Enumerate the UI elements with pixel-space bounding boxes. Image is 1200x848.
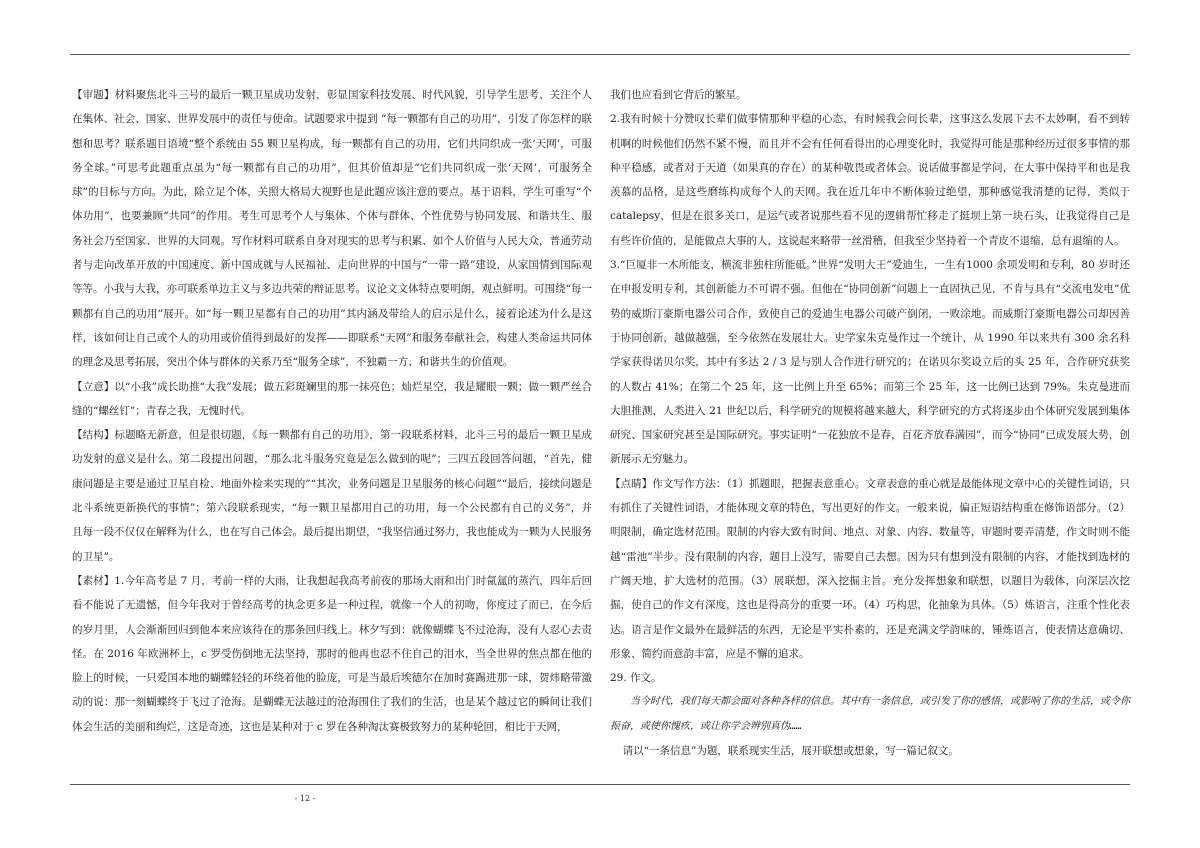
left-column [72, 83, 592, 739]
dianjing-tag: 【点睛】 [610, 477, 653, 490]
question-29-prompt: 当今时代，我们每天都会面对各种各样的信息。其中有一条信息，或引发了你的感悟，或影响了你的生活，或令你振奋，或使你愧疚，或让你学会辨别真伪…… [610, 696, 1130, 732]
sucai-paragraph [72, 569, 592, 739]
footer-rule [70, 784, 1130, 785]
sucai-tag: 【素材】 [72, 574, 115, 587]
continuation-paragraph: 我们也应看到它背后的繁星。 [610, 89, 747, 101]
dianjing-paragraph [610, 472, 1130, 666]
liyi-tag: 【立意】 [72, 380, 115, 393]
shenti-text: 材料聚焦北斗三号的最后一颗卫星成功发射，彰显国家科技发展、时代风貌，引导学生思考、关注个人在集体、社会、国家、世界发展中的责任与使命。试题要求中提到 “每一颗都有自己的功用”，引发了你怎样的联想和思考？联系题目语境“整个系统由 55 颗卫星构成，每一颗都有自己的功用，它们共同织成一张‘天网’，可服务全球。”可思考此题重点虽为“每一颗都有自己的功用”，但其价值却是“它们共同织成一张‘天网’，可服务全球”的目标与方向。为此，除立足个体，关照大格局大视野也是此题应该注意的要点。基于语料，学生可重写“个体功用”，也要兼顾“共同”的作用。考生可思考个人与集体、个体与群体、个性优势与协同发展、和谐共生、服务社会乃至国家、世界的大同观。写作材料可联系自身对现实的思考与积累、如个人价值与人民大众，普通劳动者与走向改革开放的中国速度、新中国成就与人民福祉、走向世界的中国与“一带一路”建设，从家国情到国际观等等。小我与大我，亦可联系单边主义与多边共荣的辩证思考。议论文文体特点要明朗，观点鲜明。可围绕“每一颗都有自己的功用”展开。如“每一颗卫星都有自己的功用”其内涵及带给人的启示是什么，接着论述为什么是这样，该如何让自己或个人的功用或价值得到最好的发挥——即联系“天网”和服务奉献社会，构建人类命运共同体的理念及思考拓展，突出个体与群体的关系乃至“服务全球”，不独霸一方、和谐共生的价值观。 [72, 89, 593, 369]
header-rule [70, 54, 1130, 55]
jiegou-paragraph [72, 423, 592, 569]
question-29-task: 请以“一条信息”为题，联系现实生活，展开联想或想象，写一篇记叙文。 [622, 745, 959, 758]
question-29-label: 29. 作文。 [610, 672, 662, 685]
dianjing-text: 作文写作方法：（1）抓题眼，把握表意重心。文章表意的重心就是最能体现文章中心的关键性词语，只有抓住了关键性词语，才能体现文章的特色，写出更好的作文。一般来说，偏正短语结构重在修饰语部分。（2）明限制，确定选材范围。限制的内容大致有时间、地点、对象、内容、数量等，审题时要弄清楚，作文时则不能越“雷池”半步。没有限制的内容，题目上没写，需要自己去想。因为只有想到没有限制的内容，才能找到选材的广阔天地，扩大选材的范围。（3）展联想，深入挖掘主旨。充分发挥想象和联想，以题目为载体，向深层次挖掘，使自己的作文有深度，这也是得高分的重要一环。（4）巧构思，化抽象为具体。（5）炼语言，注重个性化表达。语言是作文最外在最鲜活的东西，无论是平实朴素的，还是充满文学韵味的，锤炼语言，使表情达意确切、形象、简约而意韵丰富，应是不懈的追求。 [610, 477, 1131, 660]
jiegou-tag: 【结构】 [72, 429, 115, 442]
material-item-2: 2.我有时候十分赞叹长辈们做事情那种平稳的心态，有时候我会问长辈，这事这么发展下去不太妙啊，看不到转机啊的时候他们仍然不紧不慢，而且并不会有任何看得出的心理变化时，我觉得可能是那种经历过很多事情的那种平稳感，或者对于天道（如果真的存在）的某种敬畏或者体会。说话做事都是学问，在大事中保持平和也是我羡慕的品格，是这些磨练构成每个人的天网。我在近几年中不断体验过绝望，那种感觉我清楚的记得，类似于 catalepsy，但是在很多关口，是运气或者说那些看不见的逻辑帮忙移走了挺坝上第一块石头，让我觉得自己是有些许价值的，是能做点大事的人，这说起来略带一丝滑稽，但我至少坚持着一个青皮不退缩，总有退缩的人。 [610, 113, 1130, 247]
right-column [610, 83, 1130, 763]
material-item-3: 3.“巨厦非一木所能支，横流非独柱所能砥。”世界“发明大王”爱迪生，一生有1000 余项发明和专利，80 岁时还在申报发明专利，其创新能力不可谓不强。但他在“协同创新”问题上一直固执己见，不肯与具有“交流电发电”优势的威斯汀豪斯电器公司合作，致使自己的爱迪生电器公司破产倒闭，一败涂地。而威斯汀豪斯电器公司却因善于协同创新，越做越强，至今依然在发展壮大。史学家朱克曼作过一个统计，从 1990 年以来共有 300 余名科学家获得诺贝尔奖，其中有多达 2 / 3 是与别人合作进行研究的；在诺贝尔奖设立后的头 25 年，合作研究获奖的人数占 41%；在第二个 25 年，这一比例上升至 65%；而第三个 25 年，这一比例已达到 79%。朱克曼进而大胆推测，人类进入 21 世纪以后，科学研究的规模将越来越大，科学研究的方式将逐步由个体研究发展到集体研究、国家研究甚至是国际研究。事实证明“一花独放不是春，百花齐放春满园”，而今“协同”已成发展大势，创新展示无穷魅力。 [610, 259, 1130, 466]
sucai-text: 1.今年高考是 7 月，考前一样的大雨，让我想起我高考前夜的那场大雨和出门时氤氲的蒸汽，四年后回看不能说了无遗憾，但今年我对于曾经高考的执念更多是一种过程，就像一个人的初吻，你度过了而已，在今后的岁月里，人会渐渐回归到他本来应该待在的那条回归线上。林夕写到：就像蝴蝶飞不过沧海，没有人忍心去责怪。在 2016 年欧洲杯上，c 罗受伤倒地无法坚持，那时的他再也忍不住自己的泪水，当全世界的焦点都在他的脸上的时候，一只爱国本地的蝴蝶轻轻的环绕着他的脸庞，可是当最后埃德尔在加时赛踢进那一球，贺炜略带激动的说：那一刻蝴蝶终于飞过了沧海。是蝴蝶无法越过的沧海围住了我们的生活，也是某个越过它的瞬间让我们体会生活的美丽和绚烂，这是奇迹，这也是某种对于 c 罗在各种淘汰赛极致努力的某种轮回，相比于天网， [72, 574, 593, 733]
page-number: - 12 - [294, 794, 316, 803]
liyi-paragraph [72, 375, 592, 424]
liyi-text: 以“小我”成长助推“大我”发展；做五彩斑斓里的那一抹亮色；灿烂星空，我是耀眼一颗；做一颗严丝合缝的“螺丝钉”；青春之我，无愧时代。 [72, 380, 592, 417]
shenti-tag: 【审题】 [72, 89, 115, 101]
shenti-paragraph [72, 83, 592, 375]
jiegou-text: 标题略无新意，但是很切题，《每一颗都有自己的功用》，第一段联系材料，北斗三号的最后一颗卫星成功发射的意义是什么。第二段提出问题，“那么北斗服务究竟是怎么做到的呢”；三四五段回答问题，“首先，健康问题是主要是通过卫星自检、地面外检来实现的”“其次，业务问题是卫星服务的核心问题”“最后，接续问题是北斗系统更新换代的事情”；第六段联系现实，“每一颗卫星都用自己的功用，每一个公民都有自己的义务”，并且每一段不仅仅在解释为什么，也在写自己体会。最后提出期望，“我坚信通过努力，我也能成为一颗为人民服务的卫星”。 [72, 429, 593, 563]
